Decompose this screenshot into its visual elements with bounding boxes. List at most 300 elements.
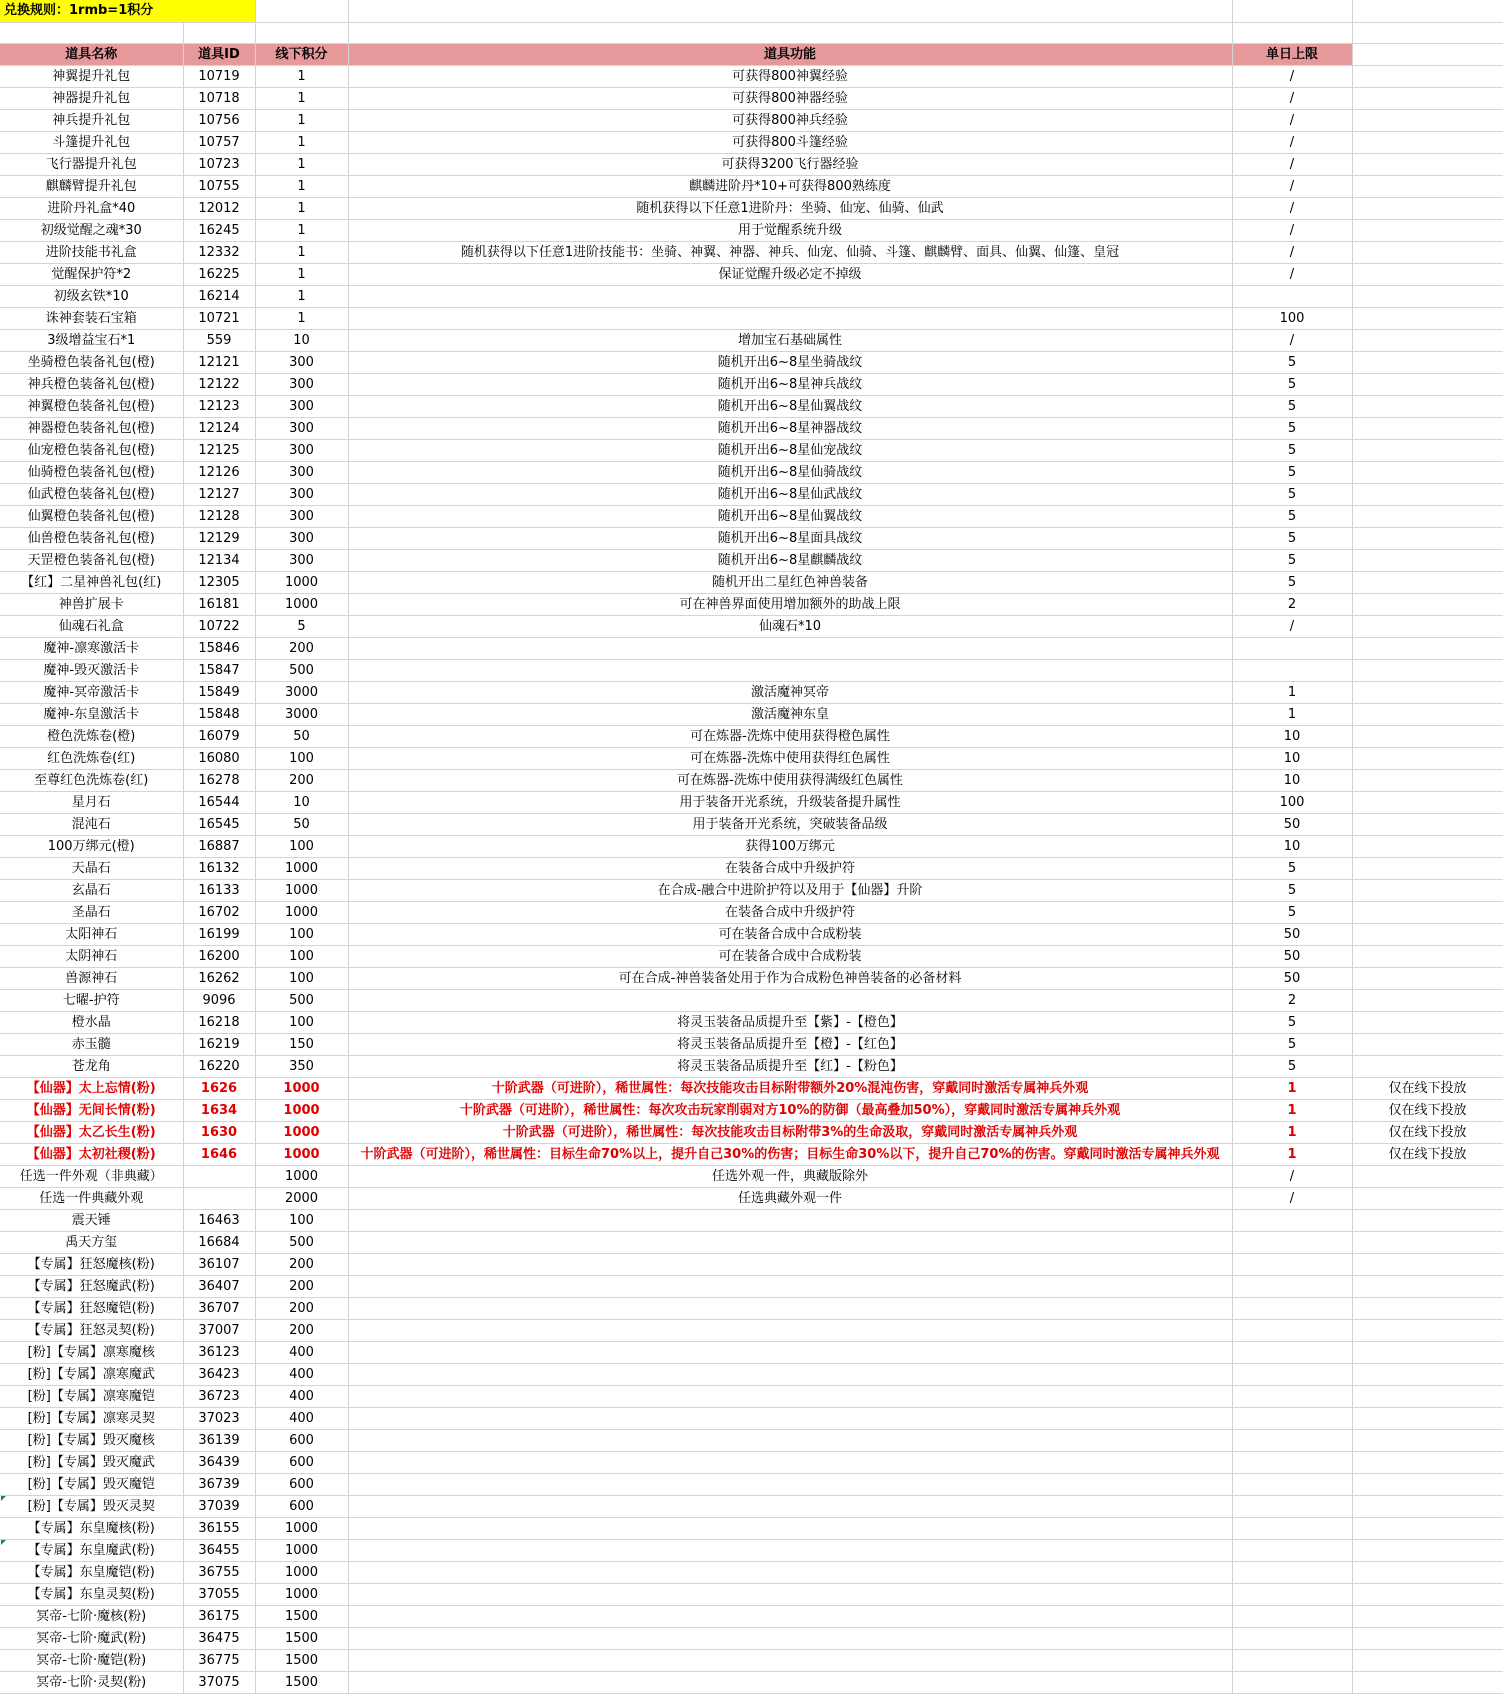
offline-points-cell[interactable]: 1000 xyxy=(255,1121,348,1143)
daily-limit-cell[interactable]: 5 xyxy=(1232,1011,1352,1033)
item-id-cell[interactable]: 37039 xyxy=(183,1495,255,1517)
item-function-cell[interactable]: 保证觉醒升级必定不掉级 xyxy=(348,263,1232,285)
item-id-cell[interactable]: 12125 xyxy=(183,439,255,461)
item-id-cell[interactable]: 1634 xyxy=(183,1099,255,1121)
item-function-cell[interactable]: 增加宝石基础属性 xyxy=(348,329,1232,351)
item-function-cell[interactable]: 随机开出6~8星麒麟战纹 xyxy=(348,549,1232,571)
note-cell[interactable] xyxy=(1352,1495,1503,1517)
item-name-cell[interactable]: 初级觉醒之魂*30 xyxy=(0,219,183,241)
offline-points-cell[interactable]: 400 xyxy=(255,1407,348,1429)
item-id-cell[interactable]: 36455 xyxy=(183,1539,255,1561)
item-function-cell[interactable]: 随机开出6~8星仙翼战纹 xyxy=(348,395,1232,417)
item-name-cell[interactable]: 坐骑橙色装备礼包(橙) xyxy=(0,351,183,373)
note-cell[interactable] xyxy=(1352,659,1503,681)
item-name-cell[interactable]: [粉]【专属】凛寒魔武 xyxy=(0,1363,183,1385)
note-cell[interactable] xyxy=(1352,1517,1503,1539)
note-cell[interactable] xyxy=(1352,1385,1503,1407)
header-item-id[interactable]: 道具ID xyxy=(183,43,255,65)
daily-limit-cell[interactable]: 100 xyxy=(1232,307,1352,329)
item-function-cell[interactable]: 随机开出6~8星仙宠战纹 xyxy=(348,439,1232,461)
item-id-cell[interactable]: 36739 xyxy=(183,1473,255,1495)
item-id-cell[interactable]: 16133 xyxy=(183,879,255,901)
item-name-cell[interactable]: 冥帝-七阶·魔武(粉) xyxy=(0,1627,183,1649)
item-id-cell[interactable]: 1646 xyxy=(183,1143,255,1165)
item-id-cell[interactable]: 12122 xyxy=(183,373,255,395)
daily-limit-cell[interactable]: 1 xyxy=(1232,1099,1352,1121)
item-id-cell[interactable]: 10723 xyxy=(183,153,255,175)
note-cell[interactable] xyxy=(1352,285,1503,307)
item-name-cell[interactable]: 仙魂石礼盒 xyxy=(0,615,183,637)
note-cell[interactable] xyxy=(1352,505,1503,527)
item-function-cell[interactable] xyxy=(348,307,1232,329)
item-name-cell[interactable]: 橙水晶 xyxy=(0,1011,183,1033)
note-cell[interactable] xyxy=(1352,1231,1503,1253)
item-id-cell[interactable]: 15847 xyxy=(183,659,255,681)
daily-limit-cell[interactable]: 50 xyxy=(1232,945,1352,967)
item-name-cell[interactable]: 初级玄铁*10 xyxy=(0,285,183,307)
empty-cell[interactable] xyxy=(0,22,183,43)
item-name-cell[interactable]: 魔神-毁灭激活卡 xyxy=(0,659,183,681)
item-name-cell[interactable]: 星月石 xyxy=(0,791,183,813)
item-name-cell[interactable]: 【专属】狂怒魔核(粉) xyxy=(0,1253,183,1275)
item-function-cell[interactable]: 随机开出6~8星仙骑战纹 xyxy=(348,461,1232,483)
daily-limit-cell[interactable] xyxy=(1232,1451,1352,1473)
offline-points-cell[interactable]: 5 xyxy=(255,615,348,637)
item-id-cell[interactable]: 36439 xyxy=(183,1451,255,1473)
note-cell[interactable] xyxy=(1352,615,1503,637)
item-function-cell[interactable] xyxy=(348,1429,1232,1451)
note-cell[interactable] xyxy=(1352,1187,1503,1209)
item-id-cell[interactable]: 10719 xyxy=(183,65,255,87)
item-name-cell[interactable]: 飞行器提升礼包 xyxy=(0,153,183,175)
offline-points-cell[interactable]: 100 xyxy=(255,835,348,857)
item-name-cell[interactable]: 苍龙角 xyxy=(0,1055,183,1077)
daily-limit-cell[interactable] xyxy=(1232,1231,1352,1253)
note-cell[interactable] xyxy=(1352,989,1503,1011)
note-cell[interactable] xyxy=(1352,263,1503,285)
item-name-cell[interactable]: 混沌石 xyxy=(0,813,183,835)
item-id-cell[interactable]: 16218 xyxy=(183,1011,255,1033)
item-name-cell[interactable]: 【专属】东皇魔铠(粉) xyxy=(0,1561,183,1583)
offline-points-cell[interactable]: 1000 xyxy=(255,1099,348,1121)
item-id-cell[interactable]: 36475 xyxy=(183,1627,255,1649)
item-function-cell[interactable]: 激活魔神东皇 xyxy=(348,703,1232,725)
daily-limit-cell[interactable] xyxy=(1232,1671,1352,1693)
note-cell[interactable] xyxy=(1352,703,1503,725)
daily-limit-cell[interactable]: / xyxy=(1232,65,1352,87)
item-function-cell[interactable]: 将灵玉装备品质提升至【橙】-【红色】 xyxy=(348,1033,1232,1055)
daily-limit-cell[interactable]: / xyxy=(1232,109,1352,131)
item-id-cell[interactable]: 16079 xyxy=(183,725,255,747)
offline-points-cell[interactable]: 1 xyxy=(255,65,348,87)
note-cell[interactable] xyxy=(1352,307,1503,329)
item-name-cell[interactable]: 【仙器】太上忘情(粉) xyxy=(0,1077,183,1099)
daily-limit-cell[interactable] xyxy=(1232,1275,1352,1297)
item-name-cell[interactable]: 【仙器】太乙长生(粉) xyxy=(0,1121,183,1143)
item-name-cell[interactable]: 神兵提升礼包 xyxy=(0,109,183,131)
item-function-cell[interactable]: 在装备合成中升级护符 xyxy=(348,901,1232,923)
item-name-cell[interactable]: 【专属】东皇灵契(粉) xyxy=(0,1583,183,1605)
item-id-cell[interactable] xyxy=(183,1165,255,1187)
item-id-cell[interactable]: 12127 xyxy=(183,483,255,505)
item-function-cell[interactable] xyxy=(348,989,1232,1011)
daily-limit-cell[interactable]: 5 xyxy=(1232,1033,1352,1055)
item-name-cell[interactable]: 麒麟臂提升礼包 xyxy=(0,175,183,197)
item-name-cell[interactable]: 【专属】狂怒灵契(粉) xyxy=(0,1319,183,1341)
offline-points-cell[interactable]: 100 xyxy=(255,923,348,945)
item-function-cell[interactable] xyxy=(348,1473,1232,1495)
item-id-cell[interactable]: 12126 xyxy=(183,461,255,483)
item-id-cell[interactable]: 16219 xyxy=(183,1033,255,1055)
item-id-cell[interactable]: 37023 xyxy=(183,1407,255,1429)
item-function-cell[interactable]: 获得100万绑元 xyxy=(348,835,1232,857)
header-daily-limit[interactable]: 单日上限 xyxy=(1232,43,1352,65)
header-offline-points[interactable]: 线下积分 xyxy=(255,43,348,65)
item-function-cell[interactable]: 随机获得以下任意1进阶丹：坐骑、仙宠、仙骑、仙武 xyxy=(348,197,1232,219)
daily-limit-cell[interactable] xyxy=(1232,1539,1352,1561)
offline-points-cell[interactable]: 300 xyxy=(255,549,348,571)
empty-cell[interactable] xyxy=(183,22,255,43)
offline-points-cell[interactable]: 1000 xyxy=(255,1077,348,1099)
offline-points-cell[interactable]: 1 xyxy=(255,263,348,285)
item-name-cell[interactable]: 【专属】狂怒魔铠(粉) xyxy=(0,1297,183,1319)
item-function-cell[interactable] xyxy=(348,1275,1232,1297)
item-name-cell[interactable]: 仙兽橙色装备礼包(橙) xyxy=(0,527,183,549)
daily-limit-cell[interactable]: 1 xyxy=(1232,681,1352,703)
item-name-cell[interactable]: 【专属】东皇魔核(粉) xyxy=(0,1517,183,1539)
offline-points-cell[interactable]: 100 xyxy=(255,945,348,967)
item-name-cell[interactable]: 天晶石 xyxy=(0,857,183,879)
note-cell[interactable] xyxy=(1352,1341,1503,1363)
daily-limit-cell[interactable] xyxy=(1232,1627,1352,1649)
item-id-cell[interactable]: 10721 xyxy=(183,307,255,329)
offline-points-cell[interactable]: 1000 xyxy=(255,1143,348,1165)
daily-limit-cell[interactable]: 5 xyxy=(1232,527,1352,549)
note-cell[interactable] xyxy=(1352,241,1503,263)
item-function-cell[interactable] xyxy=(348,1671,1232,1693)
item-function-cell[interactable]: 激活魔神冥帝 xyxy=(348,681,1232,703)
daily-limit-cell[interactable]: 5 xyxy=(1232,571,1352,593)
daily-limit-cell[interactable]: 50 xyxy=(1232,923,1352,945)
item-function-cell[interactable] xyxy=(348,1605,1232,1627)
header-item-function[interactable]: 道具功能 xyxy=(348,43,1232,65)
item-name-cell[interactable]: 仙骑橙色装备礼包(橙) xyxy=(0,461,183,483)
item-id-cell[interactable]: 15848 xyxy=(183,703,255,725)
daily-limit-cell[interactable]: 10 xyxy=(1232,725,1352,747)
daily-limit-cell[interactable] xyxy=(1232,1495,1352,1517)
note-cell[interactable] xyxy=(1352,1165,1503,1187)
item-function-cell[interactable] xyxy=(348,1341,1232,1363)
item-name-cell[interactable]: 赤玉髓 xyxy=(0,1033,183,1055)
item-id-cell[interactable]: 10756 xyxy=(183,109,255,131)
offline-points-cell[interactable]: 10 xyxy=(255,791,348,813)
daily-limit-cell[interactable] xyxy=(1232,1605,1352,1627)
daily-limit-cell[interactable]: / xyxy=(1232,329,1352,351)
offline-points-cell[interactable]: 1000 xyxy=(255,1583,348,1605)
note-cell[interactable] xyxy=(1352,1451,1503,1473)
item-function-cell[interactable]: 随机开出6~8星仙武战纹 xyxy=(348,483,1232,505)
item-name-cell[interactable]: [粉]【专属】毁灭魔武 xyxy=(0,1451,183,1473)
item-name-cell[interactable]: 红色洗炼卷(红) xyxy=(0,747,183,769)
note-cell[interactable] xyxy=(1352,87,1503,109)
daily-limit-cell[interactable]: 1 xyxy=(1232,703,1352,725)
daily-limit-cell[interactable]: 5 xyxy=(1232,461,1352,483)
item-name-cell[interactable]: 太阳神石 xyxy=(0,923,183,945)
item-function-cell[interactable] xyxy=(348,1297,1232,1319)
item-function-cell[interactable] xyxy=(348,285,1232,307)
item-function-cell[interactable]: 随机开出6~8星面具战纹 xyxy=(348,527,1232,549)
item-function-cell[interactable]: 可在合成-神兽装备处用于作为合成粉色神兽装备的必备材料 xyxy=(348,967,1232,989)
offline-points-cell[interactable]: 3000 xyxy=(255,681,348,703)
item-id-cell[interactable]: 12134 xyxy=(183,549,255,571)
daily-limit-cell[interactable]: 5 xyxy=(1232,439,1352,461)
note-cell[interactable] xyxy=(1352,351,1503,373)
note-cell[interactable] xyxy=(1352,1539,1503,1561)
daily-limit-cell[interactable]: 5 xyxy=(1232,901,1352,923)
note-cell[interactable] xyxy=(1352,1011,1503,1033)
offline-points-cell[interactable]: 1 xyxy=(255,241,348,263)
item-function-cell[interactable] xyxy=(348,1517,1232,1539)
daily-limit-cell[interactable]: 5 xyxy=(1232,505,1352,527)
item-name-cell[interactable]: 魔神-东皇激活卡 xyxy=(0,703,183,725)
item-function-cell[interactable]: 可获得800神兵经验 xyxy=(348,109,1232,131)
note-cell[interactable] xyxy=(1352,175,1503,197)
note-cell[interactable] xyxy=(1352,571,1503,593)
note-cell[interactable] xyxy=(1352,131,1503,153)
item-function-cell[interactable] xyxy=(348,1385,1232,1407)
item-function-cell[interactable]: 随机开出6~8星仙翼战纹 xyxy=(348,505,1232,527)
daily-limit-cell[interactable]: 50 xyxy=(1232,967,1352,989)
item-id-cell[interactable]: 16463 xyxy=(183,1209,255,1231)
item-function-cell[interactable]: 任选外观一件，典藏版除外 xyxy=(348,1165,1232,1187)
note-cell[interactable] xyxy=(1352,527,1503,549)
daily-limit-cell[interactable]: 5 xyxy=(1232,351,1352,373)
item-name-cell[interactable]: 任选一件外观（非典藏） xyxy=(0,1165,183,1187)
empty-cell[interactable] xyxy=(1352,0,1503,22)
item-name-cell[interactable]: 斗篷提升礼包 xyxy=(0,131,183,153)
item-id-cell[interactable]: 16887 xyxy=(183,835,255,857)
item-name-cell[interactable]: 天罡橙色装备礼包(橙) xyxy=(0,549,183,571)
daily-limit-cell[interactable]: / xyxy=(1232,153,1352,175)
note-cell[interactable] xyxy=(1352,681,1503,703)
offline-points-cell[interactable]: 300 xyxy=(255,505,348,527)
note-cell[interactable]: 仅在线下投放 xyxy=(1352,1121,1503,1143)
item-function-cell[interactable] xyxy=(348,1253,1232,1275)
item-function-cell[interactable]: 用于装备开光系统，升级装备提升属性 xyxy=(348,791,1232,813)
note-cell[interactable] xyxy=(1352,1561,1503,1583)
offline-points-cell[interactable]: 150 xyxy=(255,1033,348,1055)
item-id-cell[interactable]: 559 xyxy=(183,329,255,351)
item-id-cell[interactable]: 16684 xyxy=(183,1231,255,1253)
daily-limit-cell[interactable]: / xyxy=(1232,241,1352,263)
item-name-cell[interactable]: 100万绑元(橙) xyxy=(0,835,183,857)
offline-points-cell[interactable]: 100 xyxy=(255,967,348,989)
item-function-cell[interactable]: 可在炼器-洗炼中使用获得红色属性 xyxy=(348,747,1232,769)
item-function-cell[interactable]: 十阶武器（可进阶），稀世属性：每次技能攻击目标附带额外20%混沌伤害，穿戴同时激活专属神兵外观 xyxy=(348,1077,1232,1099)
item-function-cell[interactable] xyxy=(348,1231,1232,1253)
daily-limit-cell[interactable] xyxy=(1232,1363,1352,1385)
item-function-cell[interactable] xyxy=(348,1539,1232,1561)
offline-points-cell[interactable]: 300 xyxy=(255,527,348,549)
daily-limit-cell[interactable] xyxy=(1232,1209,1352,1231)
item-name-cell[interactable]: 玄晶石 xyxy=(0,879,183,901)
offline-points-cell[interactable]: 300 xyxy=(255,439,348,461)
note-cell[interactable] xyxy=(1352,373,1503,395)
item-name-cell[interactable]: [粉]【专属】凛寒灵契 xyxy=(0,1407,183,1429)
item-id-cell[interactable]: 36707 xyxy=(183,1297,255,1319)
item-name-cell[interactable]: [粉]【专属】毁灭魔铠 xyxy=(0,1473,183,1495)
daily-limit-cell[interactable]: / xyxy=(1232,263,1352,285)
daily-limit-cell[interactable]: 2 xyxy=(1232,989,1352,1011)
item-id-cell[interactable]: 12128 xyxy=(183,505,255,527)
item-id-cell[interactable]: 12121 xyxy=(183,351,255,373)
item-name-cell[interactable]: 诛神套装石宝箱 xyxy=(0,307,183,329)
offline-points-cell[interactable]: 200 xyxy=(255,769,348,791)
exchange-rule-cell[interactable]: 兑换规则：1rmb=1积分 xyxy=(0,0,255,22)
note-cell[interactable] xyxy=(1352,1319,1503,1341)
offline-points-cell[interactable]: 350 xyxy=(255,1055,348,1077)
note-cell[interactable] xyxy=(1352,1275,1503,1297)
item-id-cell[interactable]: 15846 xyxy=(183,637,255,659)
daily-limit-cell[interactable] xyxy=(1232,659,1352,681)
item-name-cell[interactable]: 神兽扩展卡 xyxy=(0,593,183,615)
offline-points-cell[interactable]: 2000 xyxy=(255,1187,348,1209)
daily-limit-cell[interactable]: / xyxy=(1232,1187,1352,1209)
offline-points-cell[interactable]: 1 xyxy=(255,219,348,241)
item-id-cell[interactable]: 12305 xyxy=(183,571,255,593)
offline-points-cell[interactable]: 1 xyxy=(255,87,348,109)
daily-limit-cell[interactable]: 1 xyxy=(1232,1077,1352,1099)
item-name-cell[interactable]: 神器橙色装备礼包(橙) xyxy=(0,417,183,439)
daily-limit-cell[interactable] xyxy=(1232,1561,1352,1583)
item-id-cell[interactable]: 10755 xyxy=(183,175,255,197)
item-id-cell[interactable]: 16214 xyxy=(183,285,255,307)
offline-points-cell[interactable]: 500 xyxy=(255,659,348,681)
empty-cell[interactable] xyxy=(348,22,1232,43)
note-cell[interactable] xyxy=(1352,637,1503,659)
offline-points-cell[interactable]: 300 xyxy=(255,461,348,483)
item-name-cell[interactable]: 任选一件典藏外观 xyxy=(0,1187,183,1209)
item-id-cell[interactable]: 36755 xyxy=(183,1561,255,1583)
note-cell[interactable] xyxy=(1352,923,1503,945)
offline-points-cell[interactable]: 200 xyxy=(255,1297,348,1319)
note-cell[interactable] xyxy=(1352,1605,1503,1627)
empty-cell[interactable] xyxy=(1352,22,1503,43)
item-id-cell[interactable]: 16199 xyxy=(183,923,255,945)
item-id-cell[interactable]: 36175 xyxy=(183,1605,255,1627)
item-id-cell[interactable]: 10722 xyxy=(183,615,255,637)
daily-limit-cell[interactable]: / xyxy=(1232,197,1352,219)
offline-points-cell[interactable]: 1000 xyxy=(255,901,348,923)
item-function-cell[interactable]: 将灵玉装备品质提升至【红】-【粉色】 xyxy=(348,1055,1232,1077)
daily-limit-cell[interactable]: / xyxy=(1232,131,1352,153)
note-cell[interactable] xyxy=(1352,109,1503,131)
note-cell[interactable] xyxy=(1352,329,1503,351)
offline-points-cell[interactable]: 600 xyxy=(255,1429,348,1451)
daily-limit-cell[interactable]: 10 xyxy=(1232,747,1352,769)
item-function-cell[interactable]: 可在炼器-洗炼中使用获得满级红色属性 xyxy=(348,769,1232,791)
offline-points-cell[interactable]: 400 xyxy=(255,1341,348,1363)
item-name-cell[interactable]: 【仙器】无间长情(粉) xyxy=(0,1099,183,1121)
item-name-cell[interactable]: 禹天方玺 xyxy=(0,1231,183,1253)
item-id-cell[interactable]: 36155 xyxy=(183,1517,255,1539)
item-function-cell[interactable] xyxy=(348,1451,1232,1473)
offline-points-cell[interactable]: 1 xyxy=(255,175,348,197)
item-function-cell[interactable]: 随机开出6~8星神器战纹 xyxy=(348,417,1232,439)
offline-points-cell[interactable]: 400 xyxy=(255,1363,348,1385)
item-name-cell[interactable]: 橙色洗炼卷(橙) xyxy=(0,725,183,747)
empty-cell[interactable] xyxy=(1232,0,1352,22)
daily-limit-cell[interactable]: / xyxy=(1232,87,1352,109)
item-name-cell[interactable]: 仙翼橙色装备礼包(橙) xyxy=(0,505,183,527)
item-function-cell[interactable]: 麒麟进阶丹*10+可获得800熟练度 xyxy=(348,175,1232,197)
item-id-cell[interactable]: 16220 xyxy=(183,1055,255,1077)
note-cell[interactable] xyxy=(1352,1627,1503,1649)
offline-points-cell[interactable]: 1500 xyxy=(255,1671,348,1693)
item-id-cell[interactable]: 12332 xyxy=(183,241,255,263)
item-name-cell[interactable]: 神翼橙色装备礼包(橙) xyxy=(0,395,183,417)
item-function-cell[interactable] xyxy=(348,659,1232,681)
item-name-cell[interactable]: [粉]【专属】凛寒魔核 xyxy=(0,1341,183,1363)
item-function-cell[interactable]: 可在装备合成中合成粉装 xyxy=(348,945,1232,967)
item-function-cell[interactable]: 可获得800神翼经验 xyxy=(348,65,1232,87)
note-cell[interactable] xyxy=(1352,549,1503,571)
daily-limit-cell[interactable]: 5 xyxy=(1232,857,1352,879)
item-id-cell[interactable]: 37007 xyxy=(183,1319,255,1341)
item-id-cell[interactable]: 36123 xyxy=(183,1341,255,1363)
item-name-cell[interactable]: 兽源神石 xyxy=(0,967,183,989)
item-id-cell[interactable]: 36407 xyxy=(183,1275,255,1297)
offline-points-cell[interactable]: 200 xyxy=(255,1253,348,1275)
note-cell[interactable] xyxy=(1352,417,1503,439)
daily-limit-cell[interactable]: 50 xyxy=(1232,813,1352,835)
item-id-cell[interactable]: 16080 xyxy=(183,747,255,769)
daily-limit-cell[interactable] xyxy=(1232,1341,1352,1363)
note-cell[interactable] xyxy=(1352,747,1503,769)
item-id-cell[interactable]: 37055 xyxy=(183,1583,255,1605)
item-id-cell[interactable]: 16225 xyxy=(183,263,255,285)
item-function-cell[interactable] xyxy=(348,1561,1232,1583)
note-cell[interactable] xyxy=(1352,901,1503,923)
offline-points-cell[interactable]: 50 xyxy=(255,725,348,747)
offline-points-cell[interactable]: 1000 xyxy=(255,593,348,615)
item-id-cell[interactable]: 16132 xyxy=(183,857,255,879)
note-cell[interactable]: 仅在线下投放 xyxy=(1352,1143,1503,1165)
item-function-cell[interactable] xyxy=(348,1583,1232,1605)
offline-points-cell[interactable]: 1000 xyxy=(255,1165,348,1187)
item-name-cell[interactable]: 进阶丹礼盒*40 xyxy=(0,197,183,219)
item-id-cell[interactable]: 12124 xyxy=(183,417,255,439)
offline-points-cell[interactable]: 3000 xyxy=(255,703,348,725)
item-id-cell[interactable]: 16545 xyxy=(183,813,255,835)
note-cell[interactable] xyxy=(1352,967,1503,989)
note-cell[interactable] xyxy=(1352,879,1503,901)
header-item-name[interactable]: 道具名称 xyxy=(0,43,183,65)
item-name-cell[interactable]: 【仙器】太初社稷(粉) xyxy=(0,1143,183,1165)
item-id-cell[interactable] xyxy=(183,1187,255,1209)
offline-points-cell[interactable]: 10 xyxy=(255,329,348,351)
note-cell[interactable] xyxy=(1352,1473,1503,1495)
daily-limit-cell[interactable]: 5 xyxy=(1232,395,1352,417)
item-id-cell[interactable]: 12123 xyxy=(183,395,255,417)
item-function-cell[interactable]: 用于装备开光系统，突破装备品级 xyxy=(348,813,1232,835)
daily-limit-cell[interactable]: 5 xyxy=(1232,373,1352,395)
item-name-cell[interactable]: 至尊红色洗炼卷(红) xyxy=(0,769,183,791)
empty-cell[interactable] xyxy=(348,0,1232,22)
item-id-cell[interactable]: 16262 xyxy=(183,967,255,989)
item-id-cell[interactable]: 15849 xyxy=(183,681,255,703)
item-function-cell[interactable]: 将灵玉装备品质提升至【紫】-【橙色】 xyxy=(348,1011,1232,1033)
